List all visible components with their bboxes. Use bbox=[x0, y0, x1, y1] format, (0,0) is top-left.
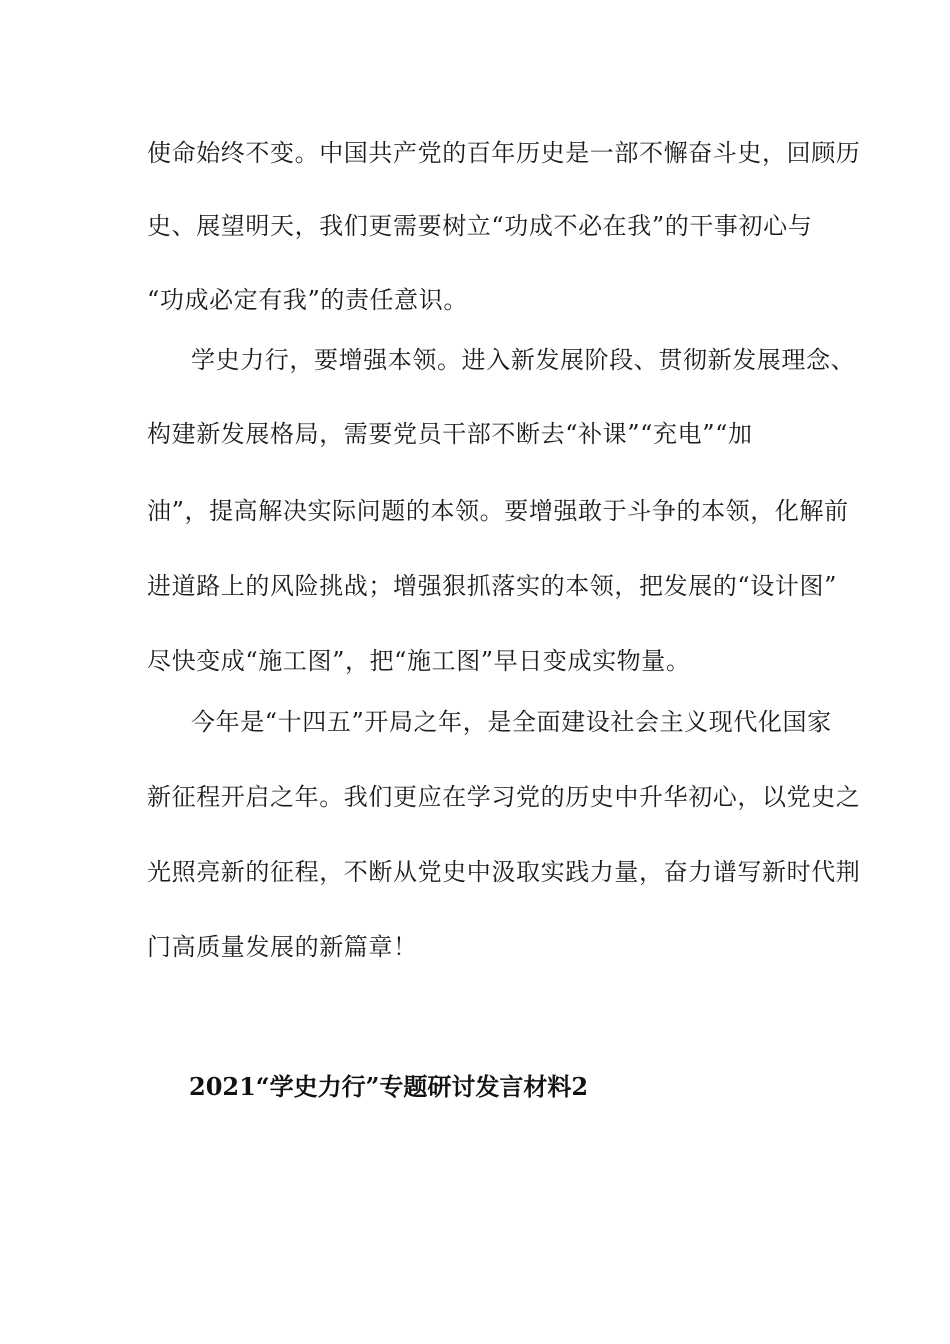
paragraph-line-11: 光照亮新的征程，不断从党史中汲取实践力量，奋力谱写新时代荆 bbox=[147, 858, 861, 886]
paragraph-line-5: 构建新发展格局，需要党员干部不断去“补课”“充电”“加 bbox=[147, 420, 753, 448]
paragraph-line-7: 进道路上的风险挑战；增强狠抓落实的本领，把发展的“设计图” bbox=[147, 572, 837, 600]
paragraph-line-12: 门高质量发展的新篇章！ bbox=[147, 933, 418, 961]
paragraph-line-4: 学史力行，要增强本领。进入新发展阶段、贯彻新发展理念、 bbox=[191, 346, 856, 374]
section-heading: 2021“学史力行”专题研讨发言材料2 bbox=[189, 1072, 589, 1101]
paragraph-line-9: 今年是“十四五”开局之年，是全面建设社会主义现代化国家 bbox=[191, 708, 832, 736]
paragraph-line-1: 使命始终不变。中国共产党的百年历史是一部不懈奋斗史，回顾历 bbox=[147, 139, 861, 167]
paragraph-line-10: 新征程开启之年。我们更应在学习党的历史中升华初心，以党史之 bbox=[147, 783, 861, 811]
paragraph-line-8: 尽快变成“施工图”，把“施工图”早日变成实物量。 bbox=[147, 647, 691, 675]
paragraph-line-6: 油”，提高解决实际问题的本领。要增强敢于斗争的本领，化解前 bbox=[147, 497, 849, 525]
paragraph-line-3: “功成必定有我”的责任意识。 bbox=[147, 286, 468, 314]
paragraph-line-2: 史、展望明天，我们更需要树立“功成不必在我”的干事初心与 bbox=[147, 212, 813, 240]
